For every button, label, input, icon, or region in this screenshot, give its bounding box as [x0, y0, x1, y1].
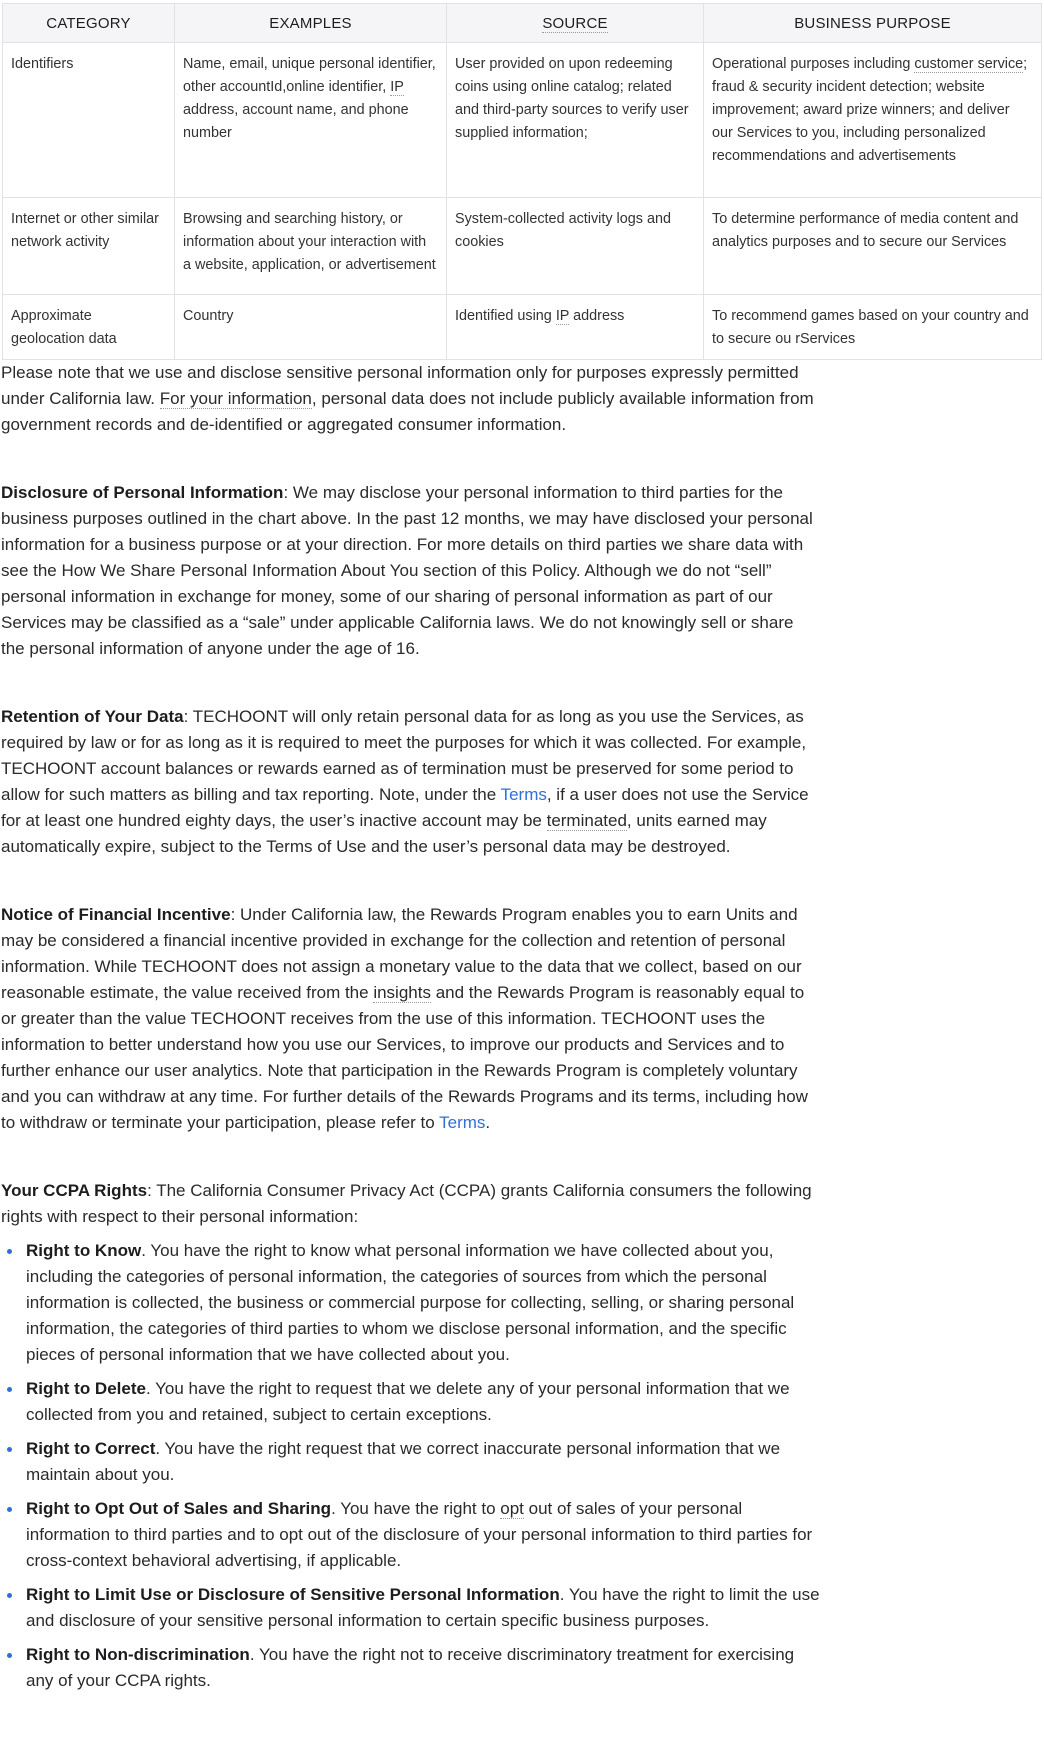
purpose-cell: To recommend games based on your country and to secure ou rServices	[704, 295, 1042, 360]
policy-text	[1, 360, 821, 1694]
examples-text: address, account name, and phone number	[183, 102, 409, 141]
retention-body: : TECHOONT will only retain personal data for as long as you use the Services, as required by law or for as long as it is required to meet the purposes for which it was collected. For example, TECHOONT account balances or rewards earned as of termination must be preserved for some period to allow for such matters as billing and tax reporting. Note, under the	[1, 707, 807, 804]
terms-link[interactable]: Terms	[439, 1113, 486, 1132]
right-title: Right to Delete	[26, 1379, 146, 1398]
source-cell: User provided on upon redeeming coins using online catalog; related and third-party sources to verify user supplied information;	[447, 43, 704, 198]
data-collection-table	[2, 3, 1042, 360]
policy-page	[0, 3, 1044, 1694]
right-text: . You have the right to know what personal information we have collected about you, including the categories of personal information, the categories of sources from which the personal information is collected, the business or commercial purpose for collecting, selling, or sharing personal information, the categories of third parties to whom we disclose personal information, and the specific pieces of personal information that we have collected about you.	[26, 1241, 795, 1364]
note-text: , personal data does not include publicly available information from government records and de-identified or aggregated consumer information.	[1, 389, 814, 434]
bullet-icon	[7, 1447, 12, 1452]
disclosure-body: : We may disclose your personal information to third parties for the business purposes outlined in the chart above. In the past 12 months, we may have disclosed your personal information for a business purpose or at your direction. For more details on third parties we share data with see the How We Share Personal Information About You section of this Policy. Although we do not “sell” personal information in exchange for money, some of our sharing of personal information as part of our Services may be classified as a “sale” under applicable California laws. We do not knowingly sell or share the personal information of anyone under the age of 16.	[1, 483, 813, 658]
list-item	[1, 1436, 821, 1488]
ccpa-intro: : The California Consumer Privacy Act (CCPA) grants California consumers the following rights with respect to their personal information:	[1, 1181, 812, 1226]
insights-term[interactable]: insights	[373, 983, 431, 1002]
right-text: . You have the right to limit the use and disclosure of your sensitive personal information to certain specific business purposes.	[26, 1585, 820, 1630]
financial-incentive-heading: Notice of Financial Incentive	[1, 905, 231, 924]
source-header-text: SOURCE	[542, 14, 608, 32]
opt-term[interactable]: opt	[500, 1499, 524, 1518]
right-title: Right to Non-discrimination	[26, 1645, 250, 1664]
bullet-icon	[7, 1387, 12, 1392]
ccpa-heading: Your CCPA Rights	[1, 1181, 148, 1200]
category-cell: Approximate geolocation data	[3, 295, 175, 360]
right-title: Right to Limit Use or Disclosure of Sensitive Personal Information	[26, 1585, 560, 1604]
financial-incentive-section	[1, 902, 821, 1136]
list-item	[1, 1496, 821, 1574]
table-row	[3, 198, 1042, 295]
table-row	[3, 43, 1042, 198]
table-row	[3, 295, 1042, 360]
retention-section	[1, 704, 821, 860]
right-text: . You have the right not to receive discriminatory treatment for exercising any of your CCPA rights.	[26, 1645, 795, 1690]
purpose-text: Operational purposes including	[712, 56, 915, 72]
source-cell	[447, 295, 704, 360]
examples-cell	[175, 43, 447, 198]
column-header-source	[447, 4, 704, 43]
right-title: Right to Correct	[26, 1439, 156, 1458]
right-text: . You have the right to	[331, 1499, 501, 1518]
incentive-body: : Under California law, the Rewards Program enables you to earn Units and may be considered a financial incentive provided in exchange for the collection and retention of personal information. While TECHOONT does not assign a monetary value to the data that we collect, based on our reasonable estimate, the value received from the	[1, 905, 802, 1002]
disclosure-section	[1, 480, 821, 662]
category-cell: Internet or other similar network activity	[3, 198, 175, 295]
bullet-icon	[7, 1593, 12, 1598]
bullet-icon	[7, 1653, 12, 1658]
retention-heading: Retention of Your Data	[1, 707, 184, 726]
list-item	[1, 1238, 821, 1368]
note-text: Please note that we use and disclose sensitive personal information only for purposes expressly permitted under California law.	[1, 363, 799, 408]
customer-service-term[interactable]: customer service	[914, 56, 1024, 72]
examples-cell: Country	[175, 295, 447, 360]
examples-cell: Browsing and searching history, or information about your interaction with a website, application, or advertisement	[175, 198, 447, 295]
column-header-business-purpose: BUSINESS PURPOSE	[704, 4, 1042, 43]
ip-term[interactable]: IP	[390, 79, 404, 95]
right-title: Right to Opt Out of Sales and Sharing	[26, 1499, 332, 1518]
disclosure-heading: Disclosure of Personal Information	[1, 483, 284, 502]
purpose-cell: To determine performance of media content and analytics purposes and to secure our Services	[704, 198, 1042, 295]
incentive-body: and the Rewards Program is reasonably equal to or greater than the value TECHOONT receives from the use of this information. TECHOONT uses the information to better understand how you use our Services, to improve our products and Services and to further enhance our user analytics. Note that participation in the Rewards Program is completely voluntary and you can withdraw at any time. For further details of the Rewards Programs and its terms, including how to withdraw or terminate your participation, please refer to	[1, 983, 808, 1132]
source-text: Identified using	[455, 308, 556, 324]
list-item	[1, 1376, 821, 1428]
retention-body: , units earned may automatically expire, subject to the Terms of Use and the user’s personal data may be destroyed.	[1, 811, 767, 856]
examples-text: Name, email, unique personal identifier, other accountId,online identifier,	[183, 56, 436, 95]
sensitive-info-note	[1, 360, 821, 438]
ccpa-rights-section	[1, 1178, 821, 1230]
right-text: out of sales of your personal information to third parties and to opt out of the disclosure of your personal information to third parties for cross-context behavioral advertising, if applicable.	[26, 1499, 813, 1570]
bullet-icon	[7, 1249, 12, 1254]
incentive-body: .	[485, 1113, 491, 1132]
right-text: . You have the right to request that we delete any of your personal information that we collected from you and retained, subject to certain exceptions.	[26, 1379, 790, 1424]
ccpa-rights-list	[1, 1238, 821, 1694]
terms-link[interactable]: Terms	[500, 785, 547, 804]
purpose-cell	[704, 43, 1042, 198]
column-header-category: CATEGORY	[3, 4, 175, 43]
list-item	[1, 1582, 821, 1634]
ip-term[interactable]: IP	[555, 308, 570, 324]
source-cell: System-collected activity logs and cookies	[447, 198, 704, 295]
retention-body: , if a user does not use the Service for at least one hundred eighty days, the user’s inactive account may be	[1, 785, 809, 830]
terminated-term[interactable]: terminated	[546, 811, 627, 830]
right-title: Right to Know	[26, 1241, 142, 1260]
purpose-text: ; fraud & security incident detection; website improvement; award prize winners; and deliver our Services to you, including personalized recommendations and advertisements	[712, 56, 1028, 164]
list-item	[1, 1642, 821, 1694]
for-your-information-term[interactable]: For your information	[159, 389, 312, 408]
table-header-row	[3, 4, 1042, 43]
category-cell: Identifiers	[3, 43, 175, 198]
bullet-icon	[7, 1507, 12, 1512]
right-text: . You have the right request that we correct inaccurate personal information that we maintain about you.	[26, 1439, 781, 1484]
source-text: address	[569, 308, 625, 324]
column-header-examples: EXAMPLES	[175, 4, 447, 43]
